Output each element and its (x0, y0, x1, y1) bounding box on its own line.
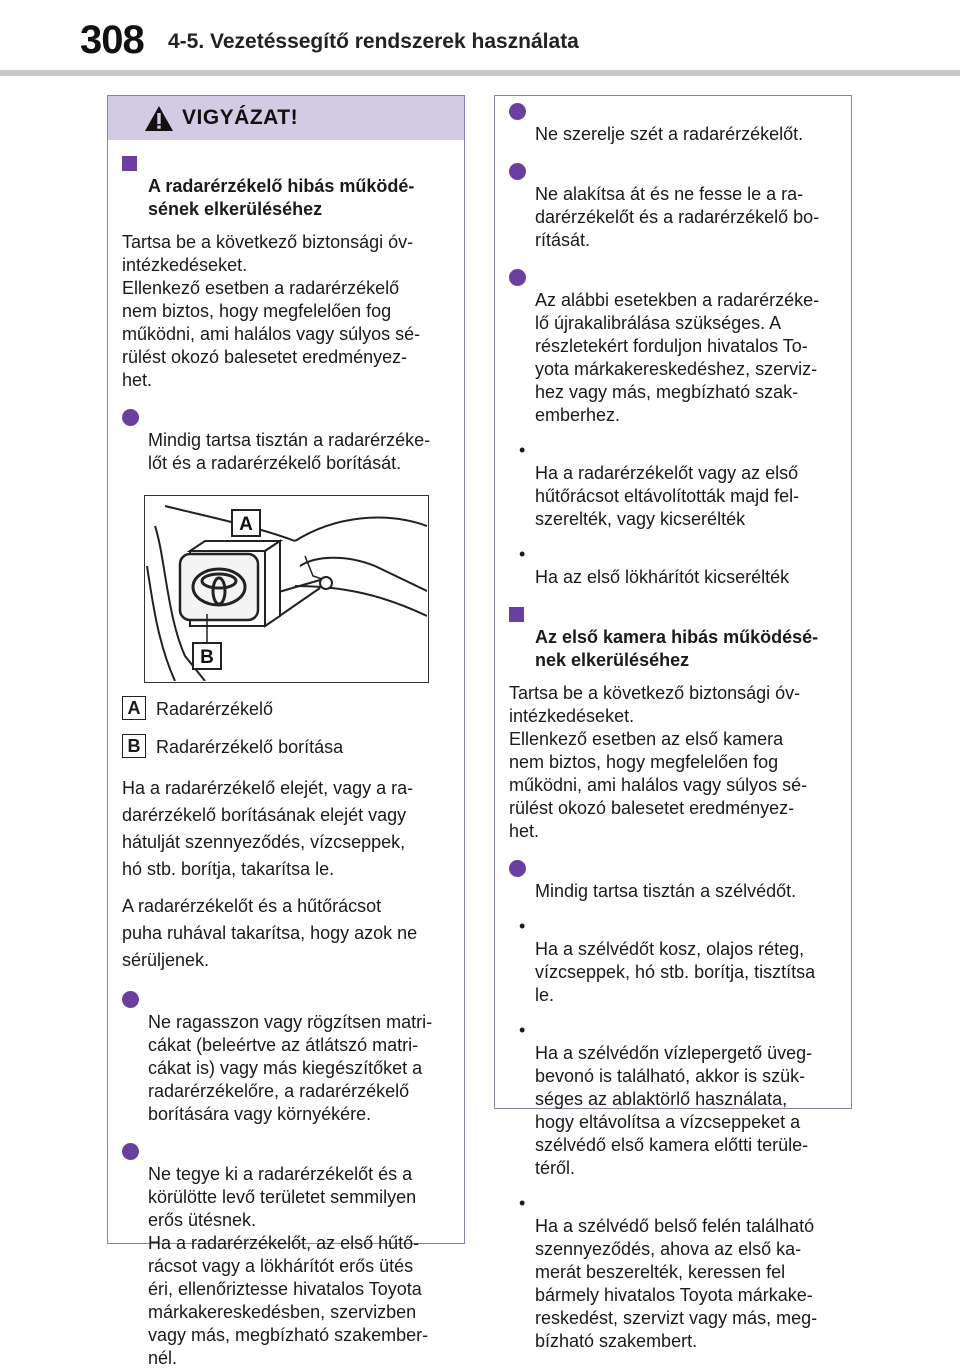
dash-item (509, 543, 837, 589)
dash-mark: • (519, 544, 526, 564)
bullet-text: Ne ragasszon vagy rögzítsen matri- cákat (beleértve az átlátszó matri- cákat is) vagy más kiegészítőket a radarérzékelőre, a radarérzékelő borítására vagy környékére. (148, 1012, 433, 1124)
square-bullet-icon (509, 607, 524, 622)
heading-text: Az első kamera hibás működésé- nek elkerüléséhez (535, 627, 819, 670)
warning-triangle-icon (144, 105, 174, 132)
bullet-text: Ne szerelje szét a radarérzékelőt. (535, 124, 804, 144)
section-title: 4-5. Vezetéssegítő rendszerek használata (168, 30, 579, 53)
dash-text: Ha a szélvédőn vízlepergető üveg- bevonó is található, akkor is szük- séges az ablaktörlő használata, hogy eltávolítsa a vízcseppeket a szélvédő első kamera előtti terüle- téről. (535, 1043, 813, 1178)
section-heading (122, 152, 450, 221)
dash-mark: • (519, 916, 526, 936)
legend-item-b (122, 733, 450, 761)
dash-item (509, 439, 837, 531)
figure-label-a: A (238, 514, 253, 535)
figure-label-b: B (199, 647, 214, 668)
dash-item (509, 1192, 837, 1353)
dash-item (509, 915, 837, 1007)
bullet-text: Az alábbi esetekben a radarérzéke- lő újrakalibrálása szükséges. A részletekért forduljon hivatalos To- yota márkakereskedéshez, szerviz- hez vagy más, megbízható szak- emberhez. (535, 290, 820, 425)
heading-text: A radarérzékelő hibás működé- sének elkerüléséhez (148, 176, 415, 219)
legend-text-a: Radarérzékelő (156, 699, 274, 719)
circle-bullet-icon (122, 991, 139, 1008)
bullet-text: Mindig tartsa tisztán a szélvédőt. (535, 881, 797, 901)
bullet-item (122, 988, 450, 1126)
circle-bullet-icon (122, 1143, 139, 1160)
header-rule (0, 70, 960, 76)
legend-key-a: A (122, 696, 146, 720)
caution-title: VIGYÁZAT! (182, 106, 299, 129)
bullet-item (509, 266, 837, 427)
cleaning-cloth-paragraph: A radarérzékelőt és a hűtőrácsot puha ruhával takarítsa, hogy azok ne sérüljenek. (122, 896, 418, 970)
caution-panel-left (107, 95, 465, 1368)
bullet-text: Ne alakítsa át és ne fesse le a ra- darérzékelőt és a radarérzékelő bo- rítását. (535, 184, 820, 250)
caution-banner (108, 96, 464, 140)
dash-text: Ha a szélvédő belső felén található szennyeződés, ahova az első ka- merát beszerelték, keressen fel bármely hivatalos Toyota márkake- reskedést, szervizt vagy más, meg- bízható szakembert. (535, 1216, 818, 1351)
circle-bullet-icon (509, 103, 526, 120)
legend-key-b: B (122, 734, 146, 758)
page-number: 308 (80, 18, 144, 62)
radar-sensor-illustration (144, 495, 429, 683)
bullet-text: Mindig tartsa tisztán a radarérzéke- lőt és a radarérzékelő borítását. (148, 430, 431, 473)
legend-item-a (122, 695, 450, 723)
dash-item (509, 1019, 837, 1180)
circle-bullet-icon (509, 269, 526, 286)
legend-text-b: Radarérzékelő borítása (156, 737, 344, 757)
page-header (0, 0, 960, 80)
bullet-text: Ne tegye ki a radarérzékelőt és a körülötte levő területet semmilyen erős ütésnek. Ha a radarérzékelőt, az első hűtő- rácsot vagy a lökhárítót erős ütés éri, ellenőriztesse hivatalos Toyota márkakereskedésben, szervizben vagy más, megbízható szakember- nél. (148, 1164, 429, 1368)
cleaning-paragraph: Ha a radarérzékelő elejét, vagy a ra- darérzékelő borításának elejét vagy hátulját szennyeződés, vízcseppek, hó stb. borítja, takarítsa le. (122, 778, 414, 879)
circle-bullet-icon (122, 409, 139, 426)
dash-mark: • (519, 1193, 526, 1213)
bullet-item (122, 406, 450, 475)
car-front-drawing (145, 496, 427, 681)
bullet-item (509, 100, 837, 146)
bullet-item (122, 1140, 450, 1370)
dash-mark: • (519, 1020, 526, 1040)
circle-bullet-icon (509, 860, 526, 877)
section-heading (509, 603, 837, 672)
caution-panel-right (494, 95, 852, 1351)
square-bullet-icon (122, 156, 137, 171)
dash-mark: • (519, 440, 526, 460)
dash-text: Ha a radarérzékelőt vagy az első hűtőrácsot eltávolították majd fel- szerelték, vagy kicserélték (535, 463, 800, 529)
intro-text: Tartsa be a következő biztonsági óv- intézkedéseket. Ellenkező esetben a radarérzékelő nem biztos, hogy megfelelően fog működni, ami halálos vagy súlyos sé- rülést okozó balesetet eredményez- het. (122, 232, 421, 390)
dash-text: Ha a szélvédőt kosz, olajos réteg, vízcseppek, hó stb. borítja, tisztítsa le. (535, 939, 816, 1005)
intro-text: Tartsa be a következő biztonsági óv- intézkedéseket. Ellenkező esetben az első kamera nem biztos, hogy megfelelően fog működni, ami halálos vagy súlyos sé- rülést okozó balesetet eredményez- het. (509, 683, 808, 841)
dash-text: Ha az első lökhárítót kicserélték (535, 567, 790, 587)
bullet-item (509, 857, 837, 903)
bullet-item (509, 160, 837, 252)
circle-bullet-icon (509, 163, 526, 180)
